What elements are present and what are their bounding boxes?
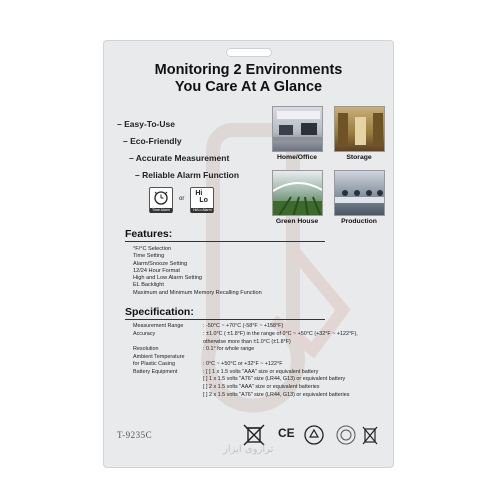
benefit-item: – Accurate Measurement [129,153,230,163]
features-divider [125,241,325,242]
feature-item: EL Backlight [133,282,164,289]
recycling-seal-icon [335,424,357,446]
certification-strip [103,422,394,462]
spec-row [133,369,383,376]
spec-label: for Plastic Casing [133,360,175,367]
feature-item: Time Setting [133,253,165,260]
mode-connector: or [179,196,185,202]
spec-row [133,376,383,383]
feature-item: 12/24 Hour Format [133,267,180,274]
headline-line-2: You Care At A Glance [174,79,323,95]
spec-row [133,331,383,338]
ce-mark: CE [278,426,295,440]
features-title: Features: [125,228,173,240]
hilo-alarm-caption: Hi/Lo Alarm [193,208,212,212]
hilo-top: Hi [195,190,203,197]
environment-label: Production [341,218,377,225]
hang-hole [226,48,272,57]
specification-divider [125,319,325,320]
spec-row [133,346,383,353]
spec-value [203,354,383,361]
footer-watermark: ترازوی ابزار [223,444,274,455]
hilo-alarm-icon [190,187,214,213]
environment-label: Home/Office [276,154,318,161]
spec-value: [ ] 2 x 1.5 volts "AAA" size or equivalent batteries [203,384,320,391]
spec-label [133,376,203,383]
weee-bin-icon [241,424,267,446]
recycle-icon [303,424,325,446]
spec-value: : 0°C ~ +50°C or +32°F ~ +122°F [203,360,283,367]
spec-label [133,392,203,399]
spec-label [133,384,203,391]
spec-value: : -50°C ~ +70°C (-58°F ~ +158°F) [203,323,284,329]
spec-label: Battery Equipment [133,368,178,375]
production-photo [334,170,385,216]
features-list [133,246,262,297]
spec-value: otherwise more than ±1.0°C (±1.8°F) [203,338,291,345]
hilo-bottom: Lo [199,197,208,204]
spec-row [133,392,383,399]
spec-value: : 0.1° for whole range [203,346,255,353]
spec-value: : [ ] 1 x 1.5 volts "AAA" size or equivalent battery [203,368,319,375]
feature-item: High and Low Alarm Setting [133,275,203,282]
spec-label [133,339,203,346]
feature-item: Alarm/Snooze Setting [133,260,188,267]
feature-item: Maximum and Minimum Memory Recalling Function [133,289,262,296]
headline-line-1: Monitoring 2 Environments [154,62,343,78]
spec-label: Ambient Temperature [133,354,185,361]
headline [113,62,384,96]
benefit-item: – Reliable Alarm Function [135,170,240,180]
spec-value: [ ] 1 x 1.5 volts "A76" size (LR44, G13) or equivalent battery [203,376,346,383]
spec-value: [ ] 2 x 1.5 volts "A76" size (LR44, G13) or equivalent batteries [203,391,350,398]
green-house-photo [272,170,323,216]
home-office-photo [272,106,323,152]
feature-item: °F/°C Selection [133,246,172,252]
spec-row [133,323,383,330]
spec-label: Measurement Range [133,323,184,329]
clock-icon [150,188,172,206]
storage-photo [334,106,385,152]
product-card-back [103,40,394,468]
spec-value: : ±1.0°C ( ±1.8°F) in the range of 0°C ~ +50°C (+32°F ~ +122°F), [203,330,358,337]
spec-row [133,361,383,368]
benefit-item: – Easy-To-Use [117,119,175,129]
environment-label: Green House [275,218,319,225]
time-alarm-icon [149,187,173,213]
spec-row [133,384,383,391]
benefit-item: – Eco-Friendly [123,136,182,146]
alarm-mode-icons [149,187,214,213]
environment-label: Storage [346,154,372,161]
benefit-list [117,116,239,184]
spec-label: Accuracy [133,330,156,337]
spec-row [133,339,383,346]
battery-disposal-icon [361,424,379,446]
specification-table [133,323,383,400]
model-code: T-9235C [117,430,153,440]
specification-title: Specification: [125,306,194,318]
spec-row [133,354,383,361]
time-alarm-caption: Time Alarm [151,208,171,212]
spec-label: Resolution [133,346,159,353]
